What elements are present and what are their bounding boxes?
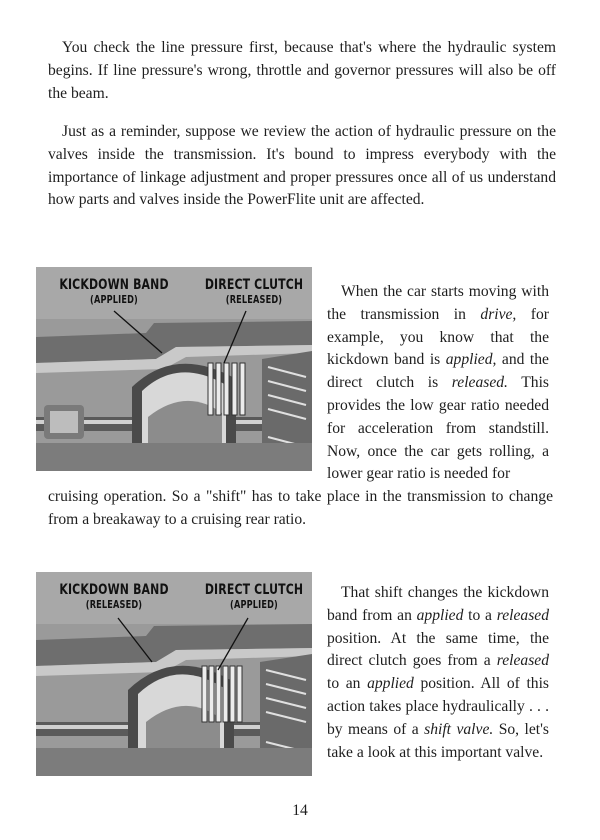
paragraph-drive-start-continued: cruising operation. So a "shift" has to take place in the transmission to change from a breakaway to a cruising rear ratio. [48, 488, 553, 528]
paragraph-hydraulic-review: Just as a reminder, suppose we review the action of hydraulic pressure on the valves inside the transmission. It's bound to impress everybody with the importance of linkage adjustment and proper pressures once all of us understand how parts and valves inside the PowerFlite unit are affected. [48, 123, 556, 209]
page-number: 14 [292, 802, 308, 819]
kickdown-band-label: KICKDOWN BAND (APPLIED) [56, 277, 171, 308]
transmission-cutaway-figure-applied-band [36, 267, 312, 471]
paragraph-line-pressure: You check the line pressure first, because that's where the hydraulic system begins. If line pressure's wrong, throttle and governor pressures will also be off the beam. [48, 39, 556, 102]
paragraph-drive-start: When the car starts moving with the transmission in drive, for example, you know that the kickdown band is applied, and the direct clutch is released. This provides the low gear ratio needed for acceleration from standstill. Now, once the car gets rolling, a lower gear ratio is needed for [327, 283, 549, 483]
direct-clutch-state: (APPLIED) [230, 599, 278, 611]
paragraph-shift-valve: That shift changes the kickdown band from an applied to a released position. At the same time, the direct clutch goes from a released to an applied position. All of this action takes place hydraulically . . . by means of a shift valve. So, let's take a look at this important valve. [327, 584, 549, 761]
kickdown-band-label: KICKDOWN BAND (RELEASED) [56, 582, 171, 613]
direct-clutch-label: DIRECT CLUTCH (RELEASED) [201, 277, 307, 308]
kickdown-band-state: (RELEASED) [85, 599, 143, 611]
kickdown-band-state: (APPLIED) [90, 294, 138, 306]
transmission-cutaway-figure-applied-clutch [36, 572, 312, 776]
direct-clutch-label: DIRECT CLUTCH (APPLIED) [201, 582, 307, 613]
direct-clutch-state: (RELEASED) [225, 294, 283, 306]
